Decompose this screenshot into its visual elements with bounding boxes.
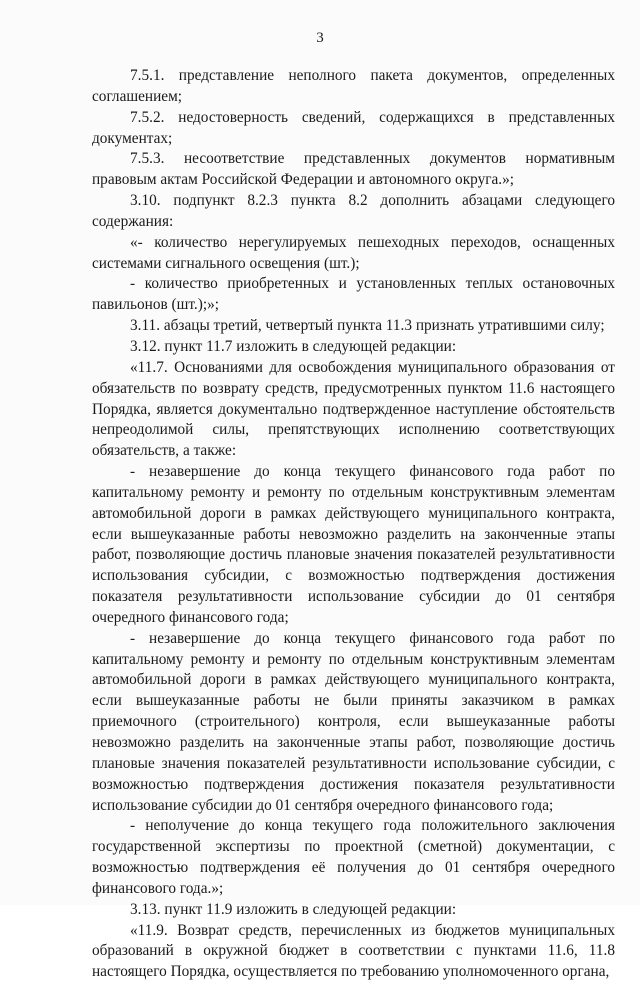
paragraph-7-5-2: 7.5.2. недостоверность сведений, содержащихся в представленных документах; — [92, 108, 615, 147]
paragraph-3-13: 3.13. пункт 11.9 изложить в следующей редакции: — [130, 900, 457, 918]
paragraph-expertise: - неполучение до конца текущего года положительного заключения государственной экспертизы по проектной (сметной) документации, с возможностью подтверждения её получения до 01 сентября очередного финансового года.»; — [92, 817, 615, 897]
paragraph-crossings: «- количество нерегулируемых пешеходных переходов, оснащенных системами сигнального освещения (шт.); — [92, 233, 615, 272]
paragraph-3-11: 3.11. абзацы третий, четвертый пункта 11.3 признать утратившими силу; — [130, 317, 605, 335]
paragraph-pavilions: - количество приобретенных и установленных теплых остановочных павильонов (шт.);»; — [92, 275, 615, 314]
paragraph-3-12: 3.12. пункт 11.7 изложить в следующей редакции: — [130, 337, 457, 355]
paragraph-11-9: «11.9. Возврат средств, перечисленных из бюджетов муниципальных образований в окружной бюджет в соответствии с пунктами 11.6, 11.8 настоящего Порядка, осуществляется по требованию уполномоченного органа, — [92, 921, 615, 981]
paragraph-3-10: 3.10. подпункт 8.2.3 пункта 8.2 дополнить абзацами следующего содержания: — [92, 192, 615, 230]
paragraph-7-5-1: 7.5.1. представление неполного пакета документов, определенных соглашением; — [92, 67, 615, 105]
document-body — [92, 66, 615, 983]
paragraph-11-7: «11.7. Основаниями для освобождения муниципального образования от обязательств по возврату средств, предусмотренных пунктом 11.6 настоящего Порядка, является документально подтвержденное наступление обстоятельств непреодолимой силы, препятствующих исполнению соответствующих обязательств, а также: — [92, 358, 615, 460]
page-number: 3 — [316, 30, 324, 46]
paragraph-7-5-3: 7.5.3. несоответствие представленных документов нормативным правовым актам Российской Федерации и автономного округа.»; — [92, 150, 615, 189]
paragraph-unfinished-works-2: - незавершение до конца текущего финансового года работ по капитальному ремонту и ремонту по отдельным конструктивным элементам автомобильной дороги в рамках действующего муниципального контракта, если вышеуказанные работы не были приняты заказчиком в рамках приемочного (строительного) контроля, если вышеуказанные работы невозможно разделить на законченные этапы работ, позволяющие достичь плановые значения показателей результативности использование субсидии, с возможностью подтверждения достижения показателя результативности использование субсидии до 01 сентября очередного финансового года; — [92, 629, 615, 814]
paragraph-unfinished-works-1: - незавершение до конца текущего финансового года работ по капитальному ремонту и ремонту по отдельным конструктивным элементам автомобильной дороги в рамках действующего муниципального контракта, если вышеуказанные работы невозможно разделить на законченные этапы работ, позволяющие достичь плановые значения показателей результативности использования субсидии, с возможностью подтверждения достижения показателя результативности использование субсидии до 01 сентября очередного финансового года; — [92, 463, 615, 626]
